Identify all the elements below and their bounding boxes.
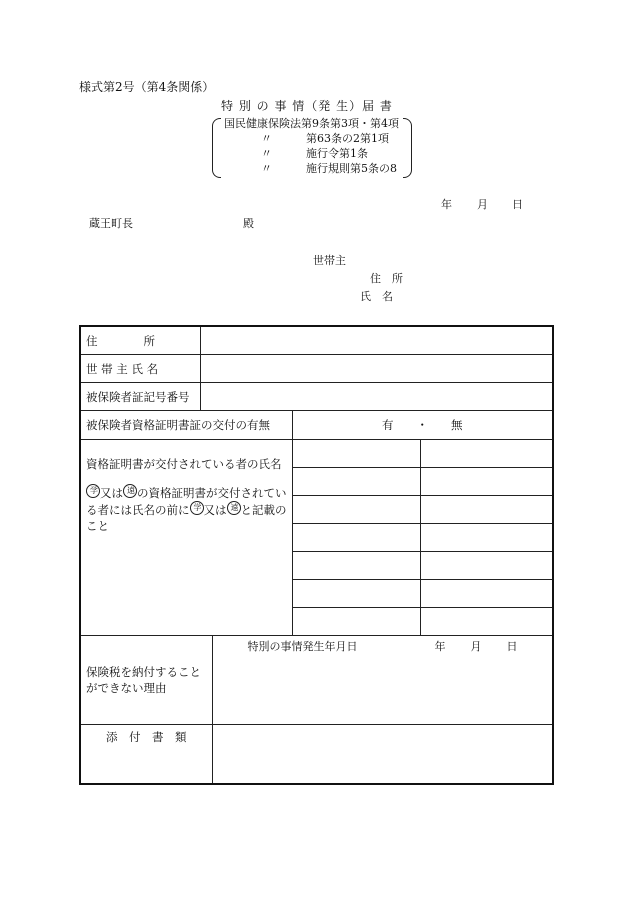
- head-name-label: 氏 名: [360, 290, 393, 303]
- addressee-honorific: 殿: [243, 217, 254, 230]
- law-line-4-mark: 〃: [261, 162, 272, 175]
- cert-issue-label: 被保険者資格証明書証の交付の有無: [80, 411, 292, 440]
- holder-name-cell[interactable]: [292, 468, 420, 496]
- holder-name-cell[interactable]: [420, 524, 553, 552]
- law-bracket-left: [212, 118, 221, 178]
- head-of-household-label: 世帯主: [313, 254, 346, 267]
- head-name-row-label: 世 帯 主 氏 名: [80, 355, 200, 383]
- head-name-field[interactable]: [200, 355, 553, 383]
- event-date-day: 日: [506, 640, 518, 653]
- law-line-2: 第63条の2第1項: [306, 132, 389, 145]
- form-number: 様式第2号（第4条関係）: [79, 80, 215, 94]
- holder-name-cell[interactable]: [420, 580, 553, 608]
- holder-name-cell[interactable]: [292, 580, 420, 608]
- cert-holders-cell: [80, 440, 292, 636]
- reason-label: 保険税を納付することができない理由: [80, 636, 212, 725]
- holder-name-cell[interactable]: [420, 440, 553, 468]
- law-line-3-mark: 〃: [261, 147, 272, 160]
- cert-issue-options[interactable]: 有 ・ 無: [292, 411, 553, 440]
- attachments-label: 添 付 書 類: [80, 725, 212, 785]
- student-mark-icon: 学: [190, 501, 204, 515]
- law-bracket-right: [403, 118, 412, 178]
- cert-holders-note: 学 又は 遠 の資格証明書が交付されている者には氏名の前に 学 又は 遠 と記載のこと: [86, 486, 287, 533]
- date-year-label: 年: [441, 198, 452, 211]
- address-label: 住 所: [80, 326, 200, 355]
- student-mark-icon: 学: [86, 484, 100, 498]
- remote-mark-icon: 遠: [123, 484, 137, 498]
- holder-name-cell[interactable]: [420, 468, 553, 496]
- attachments-field[interactable]: [212, 725, 553, 785]
- holder-name-cell[interactable]: [292, 496, 420, 524]
- address-field[interactable]: [200, 326, 553, 355]
- cert-holders-label: 資格証明書が交付されている者の氏名: [86, 457, 282, 471]
- date-day-label: 日: [512, 198, 523, 211]
- law-line-4: 施行規則第5条の8: [306, 162, 397, 175]
- reason-field[interactable]: [212, 636, 553, 725]
- head-address-label: 住 所: [370, 272, 403, 285]
- insurance-number-field[interactable]: [200, 383, 553, 411]
- remote-mark-icon: 遠: [227, 501, 241, 515]
- holder-name-cell[interactable]: [420, 552, 553, 580]
- addressee-name: 蔵王町長: [89, 217, 133, 230]
- holder-name-cell[interactable]: [292, 552, 420, 580]
- application-table: [79, 325, 554, 785]
- holder-name-cell[interactable]: [292, 608, 420, 636]
- form-title: 特 別 の 事 情（発 生）届 書: [221, 99, 393, 113]
- holder-name-cell[interactable]: [420, 496, 553, 524]
- event-date-label: 特別の事情発生年月日: [247, 640, 358, 653]
- law-line-2-mark: 〃: [261, 132, 272, 145]
- law-line-1: 国民健康保険法第9条第3項・第4項: [224, 117, 399, 130]
- holder-name-cell[interactable]: [420, 608, 553, 636]
- law-line-3: 施行令第1条: [306, 147, 368, 160]
- insurance-number-label: 被保険者証記号番号: [80, 383, 200, 411]
- event-date-year: 年: [434, 640, 446, 653]
- event-date-month: 月: [470, 640, 482, 653]
- date-month-label: 月: [477, 198, 488, 211]
- holder-name-cell[interactable]: [292, 524, 420, 552]
- holder-name-cell[interactable]: [292, 440, 420, 468]
